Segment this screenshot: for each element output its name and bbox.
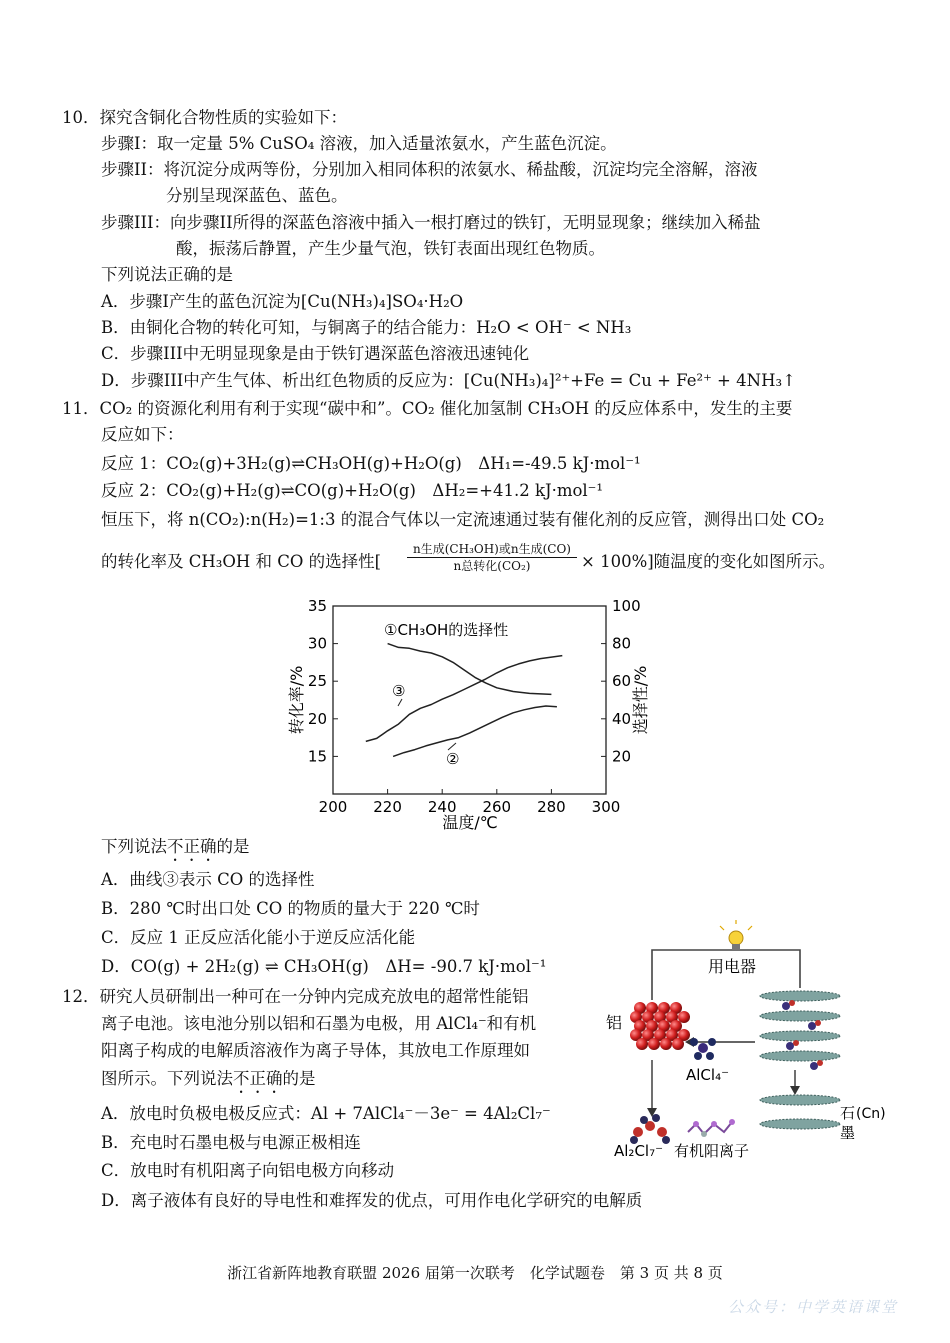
y-right-tick-label: 20: [612, 747, 632, 766]
q12-option-b: B．充电时石墨电极与电源正极相连: [101, 1133, 361, 1152]
q11-ask-negation: 不正确: [167, 837, 217, 856]
curve-2: [393, 706, 557, 756]
page-footer: 浙江省新阵地教育联盟 2026 届第一次联考 化学试题卷 第 3 页 共 8 页: [227, 1264, 723, 1282]
y-left-tick-label: 25: [307, 672, 327, 691]
q12-option-a: A．放电时负极电极反应式：Al + 7AlCl₄⁻－3e⁻ = 4Al₂Cl₇⁻: [101, 1104, 551, 1123]
fraction-numerator: n生成(CH₃OH)或n生成(CO): [407, 541, 577, 558]
graphite-layer: [760, 1119, 840, 1129]
q11-selectivity-post: × 100%]随温度的变化如图所示。: [581, 552, 836, 571]
x-tick-label: 200: [318, 798, 348, 816]
graphite-layer: [760, 991, 840, 1001]
graphite-layer: [760, 1095, 840, 1105]
q10-step2-cont: 分别呈现深蓝色、蓝色。: [166, 186, 348, 205]
y-left-tick-label: 30: [307, 634, 327, 653]
intercalated-ion: [815, 1020, 821, 1026]
aluminium-electrode: [630, 1002, 690, 1050]
y-left-tick-label: 35: [307, 597, 327, 615]
q11-option-c: C．反应 1 正反应活化能小于逆反应活化能: [101, 928, 416, 947]
intercalated-ion: [817, 1060, 823, 1066]
q11-option-d: D．CO(g) + 2H₂(g) ⇌ CH₃OH(g) ΔH= -90.7 kJ·mol⁻¹: [101, 957, 547, 976]
q12-option-d: D．离子液体有良好的导电性和难挥发的优点，可用作电化学研究的电解质: [101, 1191, 643, 1210]
q11-ask: [101, 836, 250, 865]
intercalated-ion: [793, 1040, 799, 1046]
y-left-tick-label: 20: [307, 709, 327, 728]
arrow-head-right: [790, 1086, 800, 1095]
intercalated-ion: [789, 1000, 795, 1006]
watermark: 公众号：中学英语课堂: [727, 1298, 898, 1316]
q12-ask-negation: 不正确: [233, 1069, 283, 1088]
q11-ask-pre: 下列说法: [101, 837, 167, 856]
graphite-label-1: 石: [840, 1104, 856, 1122]
fraction-denominator: n总转化(CO₂): [453, 559, 531, 573]
device-label: 用电器: [708, 957, 757, 976]
aluminium-atom: [636, 1038, 648, 1050]
aluminium-atom: [660, 1038, 672, 1050]
intercalated-ion: [808, 1022, 816, 1030]
q10-stem: 10．探究含铜化合物性质的实验如下：: [62, 108, 347, 127]
al2cl7-molecule-icon: [630, 1114, 670, 1144]
q12-stem-3: 阳离子构成的电解质溶液作为离子导体，其放电工作原理如: [101, 1041, 530, 1060]
y-right-axis-label: 选择性/%: [631, 665, 650, 735]
y-right-tick-label: 40: [612, 709, 632, 728]
x-tick-label: 220: [373, 798, 402, 816]
q11-option-a: A．曲线③表示 CO 的选择性: [101, 870, 315, 889]
bulb-icon: [720, 920, 752, 950]
q12-ask-pre: 图所示。下列说法: [101, 1069, 233, 1088]
graphite-layer: [760, 1031, 840, 1041]
graphite-electrode: [760, 991, 840, 1129]
q10-option-d: D．步骤III中产生气体、析出红色物质的反应为：[Cu(NH₃)₄]²⁺+Fe = Cu + Fe²⁺ + 4NH₃↑: [101, 371, 796, 390]
q12-stem: 12．研究人员研制出一种可在一分钟内完成充放电的超常性能铝: [62, 987, 529, 1006]
q12-stem-4: [101, 1068, 316, 1097]
q11-option-b: B．280 ℃时出口处 CO 的物质的量大于 220 ℃时: [101, 899, 480, 918]
q11-selectivity-fraction: [407, 541, 577, 574]
q11-stem: 11．CO₂ 的资源化利用有利于实现“碳中和”。CO₂ 催化加氢制 CH₃OH 的反应体系中，发生的主要: [62, 399, 793, 418]
q11-selectivity-pre: 的转化率及 CH₃OH 和 CO 的选择性[: [101, 552, 382, 571]
x-tick-label: 280: [537, 798, 566, 816]
q10-option-a: A．步骤I产生的蓝色沉淀为[Cu(NH₃)₄]SO₄·H₂O: [101, 292, 464, 311]
aluminium-atom: [672, 1038, 684, 1050]
q10-step3: 步骤III：向步骤II所得的深蓝色溶液中插入一根打磨过的铁钉，无明显现象；继续加入稀盐: [101, 213, 761, 232]
graphite-label-2: 墨: [840, 1124, 856, 1142]
q11-reaction-2: 反应 2：CO₂(g)+H₂(g)⇌CO(g)+H₂O(g) ΔH₂=+41.2 kJ·mol⁻¹: [101, 481, 604, 500]
q12-ask-post: 的是: [282, 1069, 316, 1088]
x-tick-label: 240: [427, 798, 457, 816]
q10-step1: 步骤I：取一定量 5% CuSO₄ 溶液，加入适量浓氨水，产生蓝色沉淀。: [101, 134, 617, 153]
leader-line-2: [448, 743, 456, 750]
aluminium-atom: [678, 1011, 690, 1023]
curve-label-ch3oh: ①CH₃OH的选择性: [384, 621, 509, 639]
alcl4-label: AlCl₄⁻: [686, 1066, 730, 1084]
q11-ask-post: 的是: [216, 837, 250, 856]
graphite-layer: [760, 1051, 840, 1061]
y-right-tick-label: 60: [612, 672, 632, 691]
q12-option-c: C．放电时有机阳离子向铝电极方向移动: [101, 1161, 395, 1180]
y-left-tick-label: 15: [307, 747, 327, 766]
q10-option-c: C．步骤III中无明显现象是由于铁钉遇深蓝色溶液迅速钝化: [101, 344, 530, 363]
aluminium-atom: [648, 1038, 660, 1050]
q10-ask: 下列说法正确的是: [101, 265, 233, 284]
q12-stem-2: 离子电池。该电池分别以铝和石墨为电极，用 AlCl₄⁻和有机: [101, 1014, 537, 1033]
curve-label-3: ③: [392, 682, 406, 700]
q10-step3-cont: 酸，振荡后静置，产生少量气泡，铁钉表面出现红色物质。: [176, 239, 605, 258]
curve-label-2: ②: [446, 750, 460, 768]
leader-line-3: [398, 699, 402, 706]
y-left-axis-label: 转化率/%: [287, 665, 306, 735]
graphite-layer: [760, 1011, 840, 1021]
x-tick-label: 300: [591, 798, 621, 816]
q10-step2: 步骤II：将沉淀分成两等份，分别加入相同体积的浓氨水、稀盐酸，沉淀均完全溶解，溶液: [101, 160, 758, 179]
intercalated-ion: [782, 1002, 790, 1010]
al2cl7-label: Al₂Cl₇⁻: [614, 1142, 664, 1160]
organic-cation-icon: [688, 1119, 735, 1137]
temperature-chart: [280, 592, 660, 842]
q11-stem-cont: 反应如下：: [101, 425, 184, 444]
x-axis-label: 温度/℃: [442, 813, 498, 832]
aluminium-label: 铝: [606, 1013, 623, 1032]
y-right-tick-label: 100: [612, 597, 641, 615]
organic-cation-label: 有机阳离子: [674, 1142, 750, 1160]
q11-reaction-1: 反应 1：CO₂(g)+3H₂(g)⇌CH₃OH(g)+H₂O(g) ΔH₁=-49.5 kJ·mol⁻¹: [101, 454, 641, 473]
x-tick-label: 260: [482, 798, 512, 816]
graphite-cn-label: (Cn): [856, 1106, 886, 1122]
q10-option-b: B．由铜化合物的转化可知，与铜离子的结合能力：H₂O < OH⁻ < NH₃: [101, 318, 632, 337]
y-right-tick-label: 80: [612, 634, 632, 653]
battery-diagram: [600, 920, 900, 1165]
q11-condition: 恒压下，将 n(CO₂):n(H₂)=1:3 的混合气体以一定流速通过装有催化剂的反应管，测得出口处 CO₂: [101, 510, 825, 529]
intercalated-ion: [810, 1062, 818, 1070]
intercalated-ion: [786, 1042, 794, 1050]
